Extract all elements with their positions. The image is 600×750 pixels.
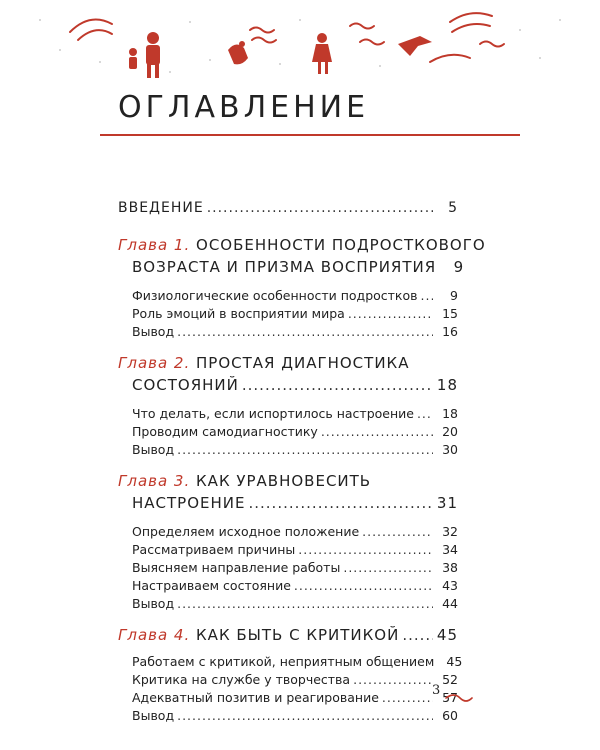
dot-leader [421,288,434,303]
dot-leader [417,406,433,421]
section-title: Вывод [132,708,175,723]
dot-leader [348,306,433,321]
arc-ornament [452,24,490,32]
toc-section[interactable] [118,578,458,596]
chapter-heading[interactable] [118,354,458,376]
chapter-title: ПРОСТАЯ ДИАГНОСТИКА [196,354,410,372]
dot-leader [177,596,433,611]
section-title: Работаем с критикой, неприятным общением [132,654,435,669]
arc-ornament [78,30,112,40]
chapter-1 [118,236,486,342]
arc-ornament [430,55,470,62]
hands-icon [228,41,248,64]
toc-page-number: 32 [442,524,458,539]
toc-page-number: 38 [442,560,458,575]
header-illustration [0,0,600,90]
chapter-title: КАК УРАВНОВЕСИТЬ [196,472,372,490]
toc-page-number: 30 [442,442,458,457]
chapter-title: КАК БЫТЬ С КРИТИКОЙ [196,626,400,644]
section-title: Вывод [132,596,175,611]
toc-page-number: 9 [453,258,465,276]
dot-leader [298,542,433,557]
page-number: 3 [432,683,441,698]
toc-page-number: 45 [436,626,458,644]
toc-page-number: 43 [442,578,458,593]
toc-section[interactable] [118,324,458,342]
dot-leader [321,424,433,439]
chapter-title: НАСТРОЕНИЕ [132,494,246,512]
toc-section[interactable] [118,690,458,708]
toc-entry-title: ВВЕДЕНИЕ [118,200,204,216]
wave-ornament [350,24,374,29]
toc-section[interactable] [118,654,463,672]
dot-leader [207,200,433,216]
chapter-label: Глава 1. [118,236,191,254]
toc-page-number: 57 [442,690,458,705]
chapter-label: Глава 4. [118,626,191,644]
section-title: Что делать, если испортилось настроение [132,406,414,421]
toc-section[interactable] [118,406,458,424]
dot-leader [177,324,433,339]
section-title: Рассматриваем причины [132,542,296,557]
chapter-title: ОСОБЕННОСТИ ПОДРОСТКОВОГО [196,236,486,254]
dot-leader [177,442,433,457]
wave-ornament [252,38,276,43]
toc-page-number: 18 [442,406,458,421]
toc-section[interactable] [118,288,458,306]
dot-leader [343,560,433,575]
toc-page-number: 15 [442,306,458,321]
chapter-heading-line2[interactable] [118,258,465,282]
family-figure-icon [129,32,160,78]
chapter-label: Глава 3. [118,472,191,490]
chapter-heading[interactable] [118,236,486,258]
section-title: Определяем исходное положение [132,524,360,539]
chapter-3 [118,472,458,614]
toc-page-number: 5 [448,200,458,216]
section-title: Критика на службе у творчества [132,672,351,687]
toc-page-number: 9 [450,288,458,303]
wave-ornament [250,28,274,33]
section-title: Вывод [132,324,175,339]
section-title: Роль эмоций в восприятии мира [132,306,345,321]
section-title: Адекватный позитив и реагирование [132,690,379,705]
toc-page-number: 45 [446,654,463,669]
dot-leader [242,376,433,394]
toc-section[interactable] [118,708,458,726]
bird-icon [398,36,432,56]
toc-page-number: 20 [442,424,458,439]
chapter-label: Глава 2. [118,354,191,372]
toc-page-number: 31 [436,494,458,512]
chapter-title: СОСТОЯНИЙ [132,376,239,394]
toc-section[interactable] [118,442,458,460]
page-swash-icon [444,690,474,704]
chapter-title: ВОЗРАСТА И ПРИЗМА ВОСПРИЯТИЯ [132,258,437,276]
wave-ornament [480,42,504,47]
dot-leader [248,494,433,512]
title-divider [100,134,520,136]
toc-section[interactable] [118,306,458,324]
section-title: Физиологические особенности подростков [132,288,418,303]
arc-ornament [70,20,112,33]
toc-page-number: 60 [442,708,458,723]
toc-page-number: 16 [442,324,458,339]
chapter-heading[interactable] [118,626,458,648]
toc-section[interactable] [118,542,458,560]
toc-page-number: 18 [436,376,458,394]
toc-page-number: 52 [442,672,458,687]
toc-section[interactable] [118,560,458,578]
dot-leader [402,626,433,644]
toc-page-number: 34 [442,542,458,557]
section-title: Выясняем направление работы [132,560,341,575]
dot-leader [382,690,433,705]
toc-section[interactable] [118,424,458,442]
dancer-figure-icon [312,33,332,74]
chapter-heading-line2[interactable] [118,376,458,400]
dot-leader [362,524,433,539]
toc-entry-intro[interactable] [118,200,458,224]
chapter-heading-line2[interactable] [118,494,458,518]
section-title: Вывод [132,442,175,457]
chapter-2 [118,354,458,460]
dot-leader [353,672,433,687]
chapter-4 [118,626,463,726]
toc-section[interactable] [118,596,458,614]
toc-section[interactable] [118,672,458,690]
chapter-heading[interactable] [118,472,458,494]
dot-leader [294,578,433,593]
arc-ornament [450,13,492,22]
toc-page-number: 44 [442,596,458,611]
section-title: Настраиваем состояние [132,578,291,593]
dot-leader [177,708,433,723]
page-title: ОГЛАВЛЕНИЕ [118,90,370,125]
section-title: Проводим самодиагностику [132,424,318,439]
toc-section[interactable] [118,524,458,542]
dot-pattern [39,19,561,73]
wave-ornament [360,40,384,45]
table-of-contents [118,200,486,726]
